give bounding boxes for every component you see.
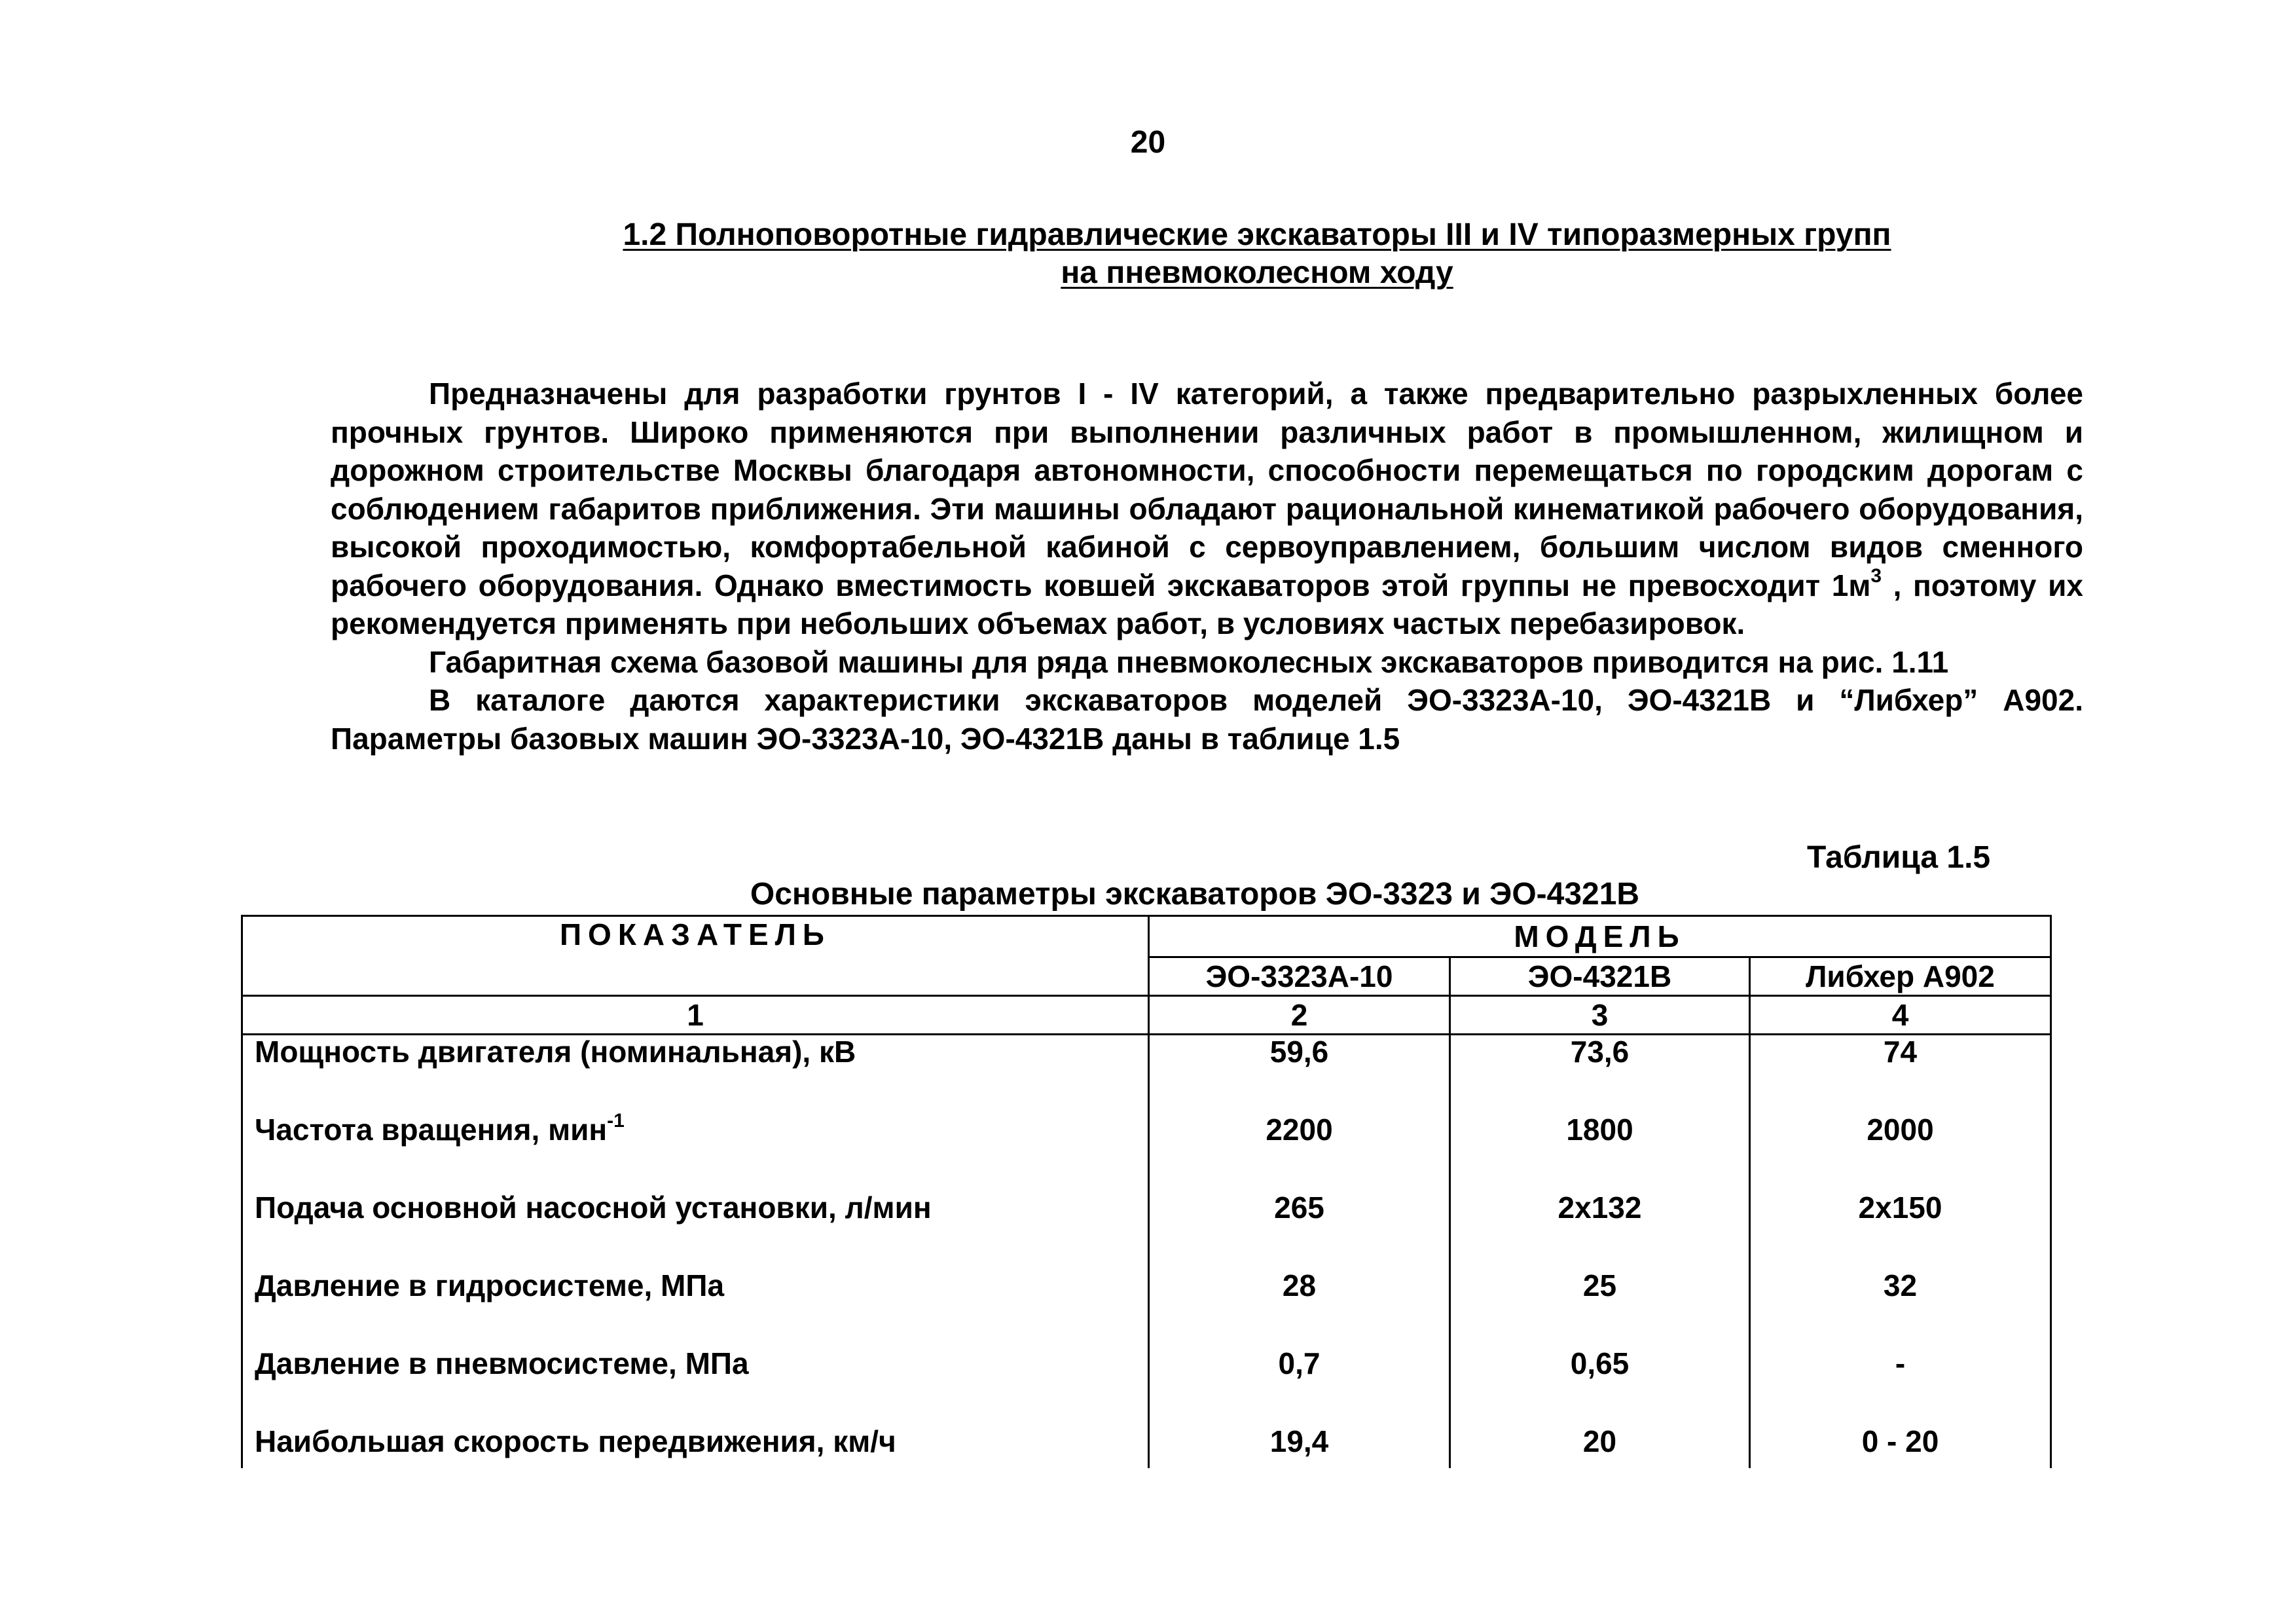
row-value: 2000 bbox=[1750, 1113, 2051, 1191]
paragraph-purpose-part1: Предназначены для разработки грунтов I - IV категорий, а также предварительно разрыхленных более прочных грунтов. Широко применяются при выполнении различных работ в промышленном, жилищном и дорожном строительстве Москвы благодаря автономности, способности перемещаться по городским дорогам с соблюдением габаритов приближения. Эти машины обладают рациональной кинематикой рабочего оборудования, высокой проходимостью, комфортабельной кабиной с сервоуправлением, большим числом видов сменного рабочего оборудования. Однако вместимость ковшей экскаваторов этой группы не превосходит 1м bbox=[331, 377, 2083, 602]
column-number-2: 2 bbox=[1149, 996, 1450, 1035]
row-value: 73,6 bbox=[1450, 1035, 1750, 1114]
header-model-3: Либхер А902 bbox=[1750, 957, 2051, 996]
table-row bbox=[242, 1035, 2051, 1114]
body-text bbox=[331, 375, 2083, 758]
header-indicator: ПОКАЗАТЕЛЬ bbox=[242, 916, 1149, 996]
row-value: 265 bbox=[1149, 1191, 1450, 1269]
table-title: Основные параметры экскаваторов ЭО-3323 и ЭО-4321В bbox=[750, 877, 1640, 912]
row-value: 0,7 bbox=[1149, 1347, 1450, 1425]
paragraph-catalog: В каталоге даются характеристики экскаваторов моделей ЭО-3323А-10, ЭО-4321В и “Либхер” А902. Параметры базовых машин ЭО-3323А-10, ЭО-4321В даны в таблице 1.5 bbox=[331, 683, 2083, 756]
table-row bbox=[242, 1425, 2051, 1468]
row-value: 59,6 bbox=[1149, 1035, 1450, 1114]
cubic-superscript: 3 bbox=[1870, 565, 1882, 587]
header-model-1: ЭО-3323А-10 bbox=[1149, 957, 1450, 996]
section-title bbox=[576, 216, 1938, 292]
row-value: 2200 bbox=[1149, 1113, 1450, 1191]
column-number-3: 3 bbox=[1450, 996, 1750, 1035]
table-label: Таблица 1.5 bbox=[1807, 840, 1991, 875]
inverse-minute-superscript: -1 bbox=[607, 1109, 625, 1132]
paragraph-purpose-part2: , поэтому их рекомендуется применять при небольших объемах работ, в условиях частых перебазировок. bbox=[331, 568, 2083, 640]
row-value: 25 bbox=[1450, 1269, 1750, 1347]
table-row bbox=[242, 1269, 2051, 1347]
row-value: 74 bbox=[1750, 1035, 2051, 1114]
row-value: 28 bbox=[1149, 1269, 1450, 1347]
row-value: 2х132 bbox=[1450, 1191, 1750, 1269]
row-label: Мощность двигателя (номинальная), кВ bbox=[242, 1035, 1149, 1114]
row-value: 19,4 bbox=[1149, 1425, 1450, 1468]
section-title-line-2: на пневмоколесном ходу bbox=[1061, 255, 1453, 290]
row-value: 1800 bbox=[1450, 1113, 1750, 1191]
paragraph-purpose bbox=[331, 375, 2083, 643]
row-label: Наибольшая скорость передвижения, км/ч bbox=[242, 1425, 1149, 1468]
row-label: Давление в пневмосистеме, МПа bbox=[242, 1347, 1149, 1425]
row-value: 0,65 bbox=[1450, 1347, 1750, 1425]
column-number-4: 4 bbox=[1750, 996, 2051, 1035]
row-value: 0 - 20 bbox=[1750, 1425, 2051, 1468]
row-label: Давление в гидросистеме, МПа bbox=[242, 1269, 1149, 1347]
header-model: МОДЕЛЬ bbox=[1149, 916, 2051, 957]
page-number: 20 bbox=[1130, 125, 1166, 160]
parameters-table bbox=[241, 915, 2052, 1468]
row-label: Частота вращения, мин$^{-1}$ bbox=[242, 1113, 1149, 1191]
column-number-1: 1 bbox=[242, 996, 1149, 1035]
row-value: 2х150 bbox=[1750, 1191, 2051, 1269]
row-value: 20 bbox=[1450, 1425, 1750, 1468]
paragraph-scheme: Габаритная схема базовой машины для ряда пневмоколесных экскаваторов приводится на рис. 1.11 bbox=[429, 644, 1949, 679]
table-row bbox=[242, 1347, 2051, 1425]
row-value: - bbox=[1750, 1347, 2051, 1425]
table-row bbox=[242, 1113, 2051, 1191]
section-title-line-1: 1.2 Полноповоротные гидравлические экскаваторы III и IV типоразмерных групп bbox=[623, 217, 1891, 252]
row-label: Подача основной насосной установки, л/мин bbox=[242, 1191, 1149, 1269]
table-row bbox=[242, 1191, 2051, 1269]
header-model-2: ЭО-4321В bbox=[1450, 957, 1750, 996]
row-value: 32 bbox=[1750, 1269, 2051, 1347]
